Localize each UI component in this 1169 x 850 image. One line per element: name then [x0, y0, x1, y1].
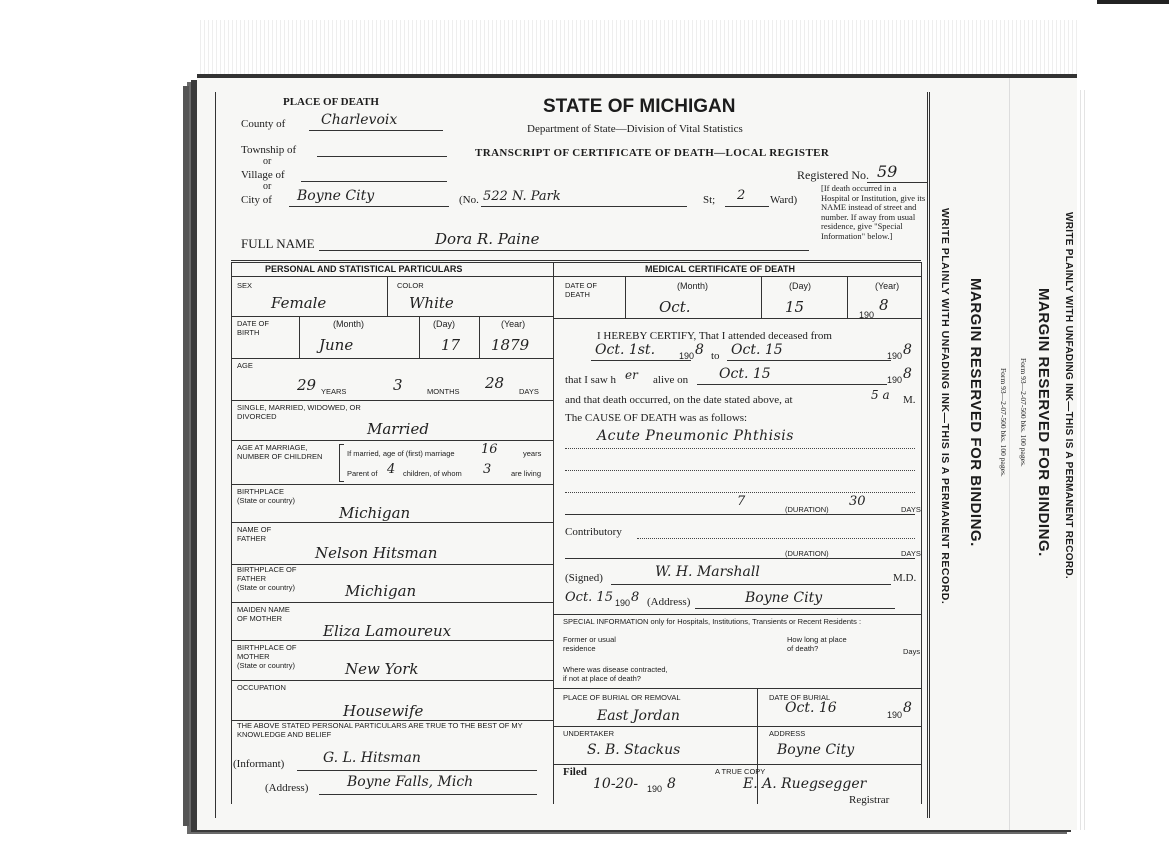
- sign-address-value: Boyne City: [745, 590, 823, 606]
- age-days-value: 28: [485, 374, 505, 392]
- contributory-line: [637, 538, 915, 539]
- write-plainly-text-2: WRITE PLAINLY WITH UNFADING INK—THIS IS A PERMANENT RECORD.: [1063, 212, 1074, 579]
- dob-month-label: (Month): [333, 319, 365, 329]
- township-line: [317, 156, 447, 157]
- city-line: [289, 206, 449, 207]
- dod-day-label: (Day): [789, 281, 811, 291]
- full-name-label: FULL NAME: [241, 236, 315, 251]
- scan-noise-top: [200, 20, 1080, 75]
- registered-no-label: Registered No.: [797, 168, 869, 182]
- nineteen-o-5: 190: [887, 710, 903, 720]
- mother-value: Eliza Lamoureux: [323, 622, 452, 640]
- dod-month-value: Oct.: [659, 298, 691, 316]
- sign-address-line: [695, 608, 895, 609]
- father-value: Nelson Hitsman: [315, 544, 438, 562]
- informant-line: [297, 770, 537, 771]
- form-number-text-2: Form 93—2-07-500 bks. 100 pages.: [1019, 358, 1028, 467]
- county-line: [309, 130, 443, 131]
- to-year: 8: [903, 342, 912, 358]
- birthplace-mother-value: New York: [345, 660, 419, 678]
- signed-line: [611, 584, 891, 585]
- birthplace-value: Michigan: [339, 504, 411, 522]
- city-label: City of: [241, 194, 272, 206]
- occupation-value: Housewife: [343, 702, 424, 720]
- informant-address-label: (Address): [265, 782, 309, 794]
- city-value: Boyne City: [297, 188, 375, 204]
- dob-year-value: 1879: [491, 336, 530, 354]
- dod-divider-2: [761, 276, 762, 318]
- sign-year: 8: [631, 590, 640, 605]
- left-row-4: [231, 400, 553, 401]
- township-label: Township of: [241, 144, 297, 156]
- duration-1-line: [565, 514, 915, 515]
- from-year: 8: [695, 342, 704, 358]
- duration-2-line: [565, 558, 915, 559]
- department-line: Department of State—Division of Vital Statistics: [527, 123, 743, 135]
- from-value: Oct. 1st.: [595, 342, 656, 358]
- street-value: 522 N. Park: [483, 189, 561, 204]
- left-row-7: [231, 522, 553, 523]
- alive-value: Oct. 15: [719, 366, 771, 382]
- informant-label: (Informant): [233, 758, 285, 770]
- right-row-2: [553, 318, 921, 319]
- duration-1-days-label: DAYS: [901, 505, 921, 514]
- left-row-5: [231, 440, 553, 441]
- affirmation-text: THE ABOVE STATED PERSONAL PARTICULARS ARE TRUE TO THE BEST OF MY KNOWLEDGE AND BELIEF: [237, 721, 523, 739]
- registrar-value: E. A. Ruegsegger: [743, 776, 867, 792]
- burial-place-label: PLACE OF BURIAL OR REMOVAL: [563, 693, 681, 702]
- to-label: to: [711, 350, 720, 362]
- or-2: or: [263, 181, 272, 192]
- sign-address-label: (Address): [647, 596, 691, 608]
- dod-year-digit: 8: [879, 296, 889, 314]
- informant-address-line: [319, 794, 537, 795]
- street-line: [481, 206, 687, 207]
- undertaker-address-value: Boyne City: [777, 742, 855, 758]
- living-count-value: 3: [483, 462, 492, 477]
- burial-date-label: DATE OF BURIAL: [769, 693, 831, 702]
- dob-month-value: June: [319, 336, 354, 354]
- village-line: [301, 181, 447, 182]
- right-border-rule-2: [929, 92, 930, 818]
- corner-mark: [1097, 0, 1169, 4]
- signed-value: W. H. Marshall: [655, 564, 760, 580]
- birthplace-father-value: Michigan: [345, 582, 417, 600]
- birthplace-mother-hint: (State or country): [237, 661, 295, 670]
- form-number-text-1: Form 93—2-07-500 bks. 100 pages.: [999, 368, 1008, 477]
- state-title: STATE OF MICHIGAN: [543, 96, 736, 117]
- left-row-1: [231, 276, 553, 277]
- marriage-years-word: years: [523, 449, 542, 458]
- to-line: [727, 360, 891, 361]
- dod-year-prefix: 190: [859, 310, 875, 320]
- grid-top-rule-2: [231, 262, 921, 263]
- duration-2-days-label: DAYS: [901, 549, 921, 558]
- death-time-value: 5 a: [871, 388, 890, 402]
- cause-line-2: [565, 470, 915, 471]
- are-living-label: are living: [511, 469, 542, 478]
- hospital-note: [If death occurred in a Hospital or Institution, give its NAME instead of street and number. If away from usual residence, give "Special Information" below.]: [821, 183, 926, 241]
- dob-divider-3: [479, 316, 480, 358]
- dod-divider-3: [847, 276, 848, 318]
- county-value: Charlevoix: [321, 112, 398, 128]
- father-label: NAME OF FATHER: [237, 525, 272, 543]
- right-row-1: [553, 276, 921, 277]
- birthplace-state-hint: (State or country): [237, 496, 295, 505]
- dob-label: DATE OF BIRTH: [237, 319, 269, 337]
- nineteen-o-1: 190: [679, 351, 695, 361]
- former-residence-label: Former or usual residence: [563, 635, 616, 653]
- street-no-label: (No.: [459, 194, 479, 206]
- sign-date-value: Oct. 15: [565, 590, 613, 605]
- children-bracket: [339, 444, 344, 482]
- cause-line-3: [565, 492, 915, 493]
- undertaker-label: UNDERTAKER: [563, 729, 614, 738]
- left-row-11: [231, 680, 553, 681]
- dob-year-label: (Year): [501, 319, 526, 329]
- certificate-page: [197, 78, 1077, 830]
- where-contracted-label: Where was disease contracted, if not at place of death?: [563, 665, 668, 683]
- dod-day-value: 15: [785, 298, 805, 316]
- occupation-label: OCCUPATION: [237, 683, 286, 692]
- marital-label: SINGLE, MARRIED, WIDOWED, OR DIVORCED: [237, 403, 361, 421]
- date-of-death-label: DATE OF DEATH: [565, 281, 597, 299]
- alive-line: [697, 384, 887, 385]
- contributory-label: Contributory: [565, 526, 622, 538]
- left-border-rule: [215, 92, 216, 818]
- saw-label: that I saw h: [565, 374, 617, 386]
- signed-label: (Signed): [565, 572, 603, 584]
- burial-place-value: East Jordan: [597, 708, 680, 724]
- birthplace-father-hint: (State or country): [237, 583, 295, 592]
- village-label: Village of: [241, 169, 285, 181]
- place-of-death-heading: PLACE OF DEATH: [283, 96, 379, 108]
- left-row-9: [231, 602, 553, 603]
- personal-section-title: PERSONAL AND STATISTICAL PARTICULARS: [265, 264, 463, 274]
- dod-divider-1: [625, 276, 626, 318]
- certify-text: I HEREBY CERTIFY, That I attended deceased from: [597, 330, 832, 342]
- saw-value: er: [625, 368, 638, 382]
- md-label: M.D.: [893, 572, 917, 584]
- right-border-rule: [927, 92, 928, 818]
- marriage-age-value: 16: [481, 442, 498, 457]
- county-label: County of: [241, 118, 286, 130]
- sex-value: Female: [271, 294, 327, 312]
- grid-top-rule: [231, 260, 921, 261]
- days-word: Days: [903, 647, 921, 656]
- cause-line-1: [565, 448, 915, 449]
- age-years-value: 29: [297, 376, 317, 394]
- sex-color-divider: [387, 276, 388, 316]
- dob-day-value: 17: [441, 336, 461, 354]
- age-days-label: DAYS: [519, 387, 539, 396]
- dob-day-label: (Day): [433, 319, 455, 329]
- grid-right-rule: [921, 262, 922, 804]
- ward-label: Ward): [770, 194, 798, 206]
- color-value: White: [409, 294, 454, 312]
- true-copy-label: A TRUE COPY: [715, 767, 766, 776]
- binding-edge: [183, 86, 189, 826]
- page-top-shadow: [197, 74, 1077, 78]
- grid-left-rule: [231, 262, 232, 804]
- ward-line: [725, 206, 769, 207]
- age-marriage-label: AGE AT MARRIAGE, NUMBER OF CHILDREN: [237, 443, 323, 461]
- children-of-whom-label: children, of whom: [403, 469, 462, 478]
- left-row-6: [231, 484, 553, 485]
- duration-1-days-value: 30: [849, 494, 866, 509]
- st-label: St;: [703, 194, 716, 206]
- alive-on-label: alive on: [653, 374, 689, 386]
- burial-date-value: Oct. 16: [785, 700, 837, 716]
- alive-year: 8: [903, 366, 912, 382]
- ward-value: 2: [737, 188, 746, 203]
- dob-divider-1: [299, 316, 300, 358]
- nineteen-o-4: 190: [615, 598, 631, 608]
- burial-year: 8: [903, 700, 912, 716]
- left-row-3: [231, 358, 553, 359]
- birthplace-mother-label: BIRTHPLACE OF MOTHER: [237, 643, 297, 661]
- cause-value: Acute Pneumonic Phthisis: [597, 428, 794, 444]
- duration-1-value: 7: [737, 494, 746, 509]
- margin-shade: [1009, 78, 1010, 830]
- marital-value: Married: [367, 420, 429, 438]
- left-row-10: [231, 640, 553, 641]
- if-married-label: If married, age of (first) marriage: [347, 449, 455, 458]
- death-occurred-text: and that death occurred, on the date stated above, at: [565, 394, 793, 406]
- cause-label: The CAUSE OF DEATH was as follows:: [565, 412, 748, 424]
- write-plainly-text-1: WRITE PLAINLY WITH UNFADING INK—THIS IS A PERMANENT RECORD.: [939, 208, 951, 605]
- transcript-title: TRANSCRIPT OF CERTIFICATE OF DEATH—LOCAL REGISTER: [475, 147, 830, 159]
- nineteen-o-2: 190: [887, 351, 903, 361]
- birthplace-father-label: BIRTHPLACE OF FATHER: [237, 565, 297, 583]
- mother-label: MAIDEN NAME OF MOTHER: [237, 605, 290, 623]
- medical-section-title: MEDICAL CERTIFICATE OF DEATH: [645, 264, 795, 274]
- informant-address-value: Boyne Falls, Mich: [347, 774, 474, 790]
- undertaker-value: S. B. Stackus: [587, 742, 681, 758]
- age-label: AGE: [237, 361, 253, 370]
- how-long-label: How long at place of death?: [787, 635, 847, 653]
- age-months-label: MONTHS: [427, 387, 460, 396]
- parent-of-label: Parent of: [347, 469, 378, 478]
- duration-1-label: (DURATION): [785, 505, 829, 514]
- registered-no-value: 59: [877, 162, 898, 181]
- from-line: [591, 360, 691, 361]
- age-years-label: YEARS: [321, 387, 347, 396]
- filed-value: 10-20-: [593, 776, 639, 792]
- special-info-label: SPECIAL INFORMATION only for Hospitals, Institutions, Transients or Recent Residents :: [563, 617, 862, 626]
- children-count-value: 4: [387, 462, 396, 477]
- duration-2-label: (DURATION): [785, 549, 829, 558]
- color-label: COLOR: [397, 281, 424, 290]
- filed-label: Filed: [563, 766, 587, 778]
- right-row-3: [553, 614, 921, 615]
- full-name-line: [319, 250, 809, 251]
- to-value: Oct. 15: [731, 342, 783, 358]
- right-row-6: [553, 764, 921, 765]
- left-row-2: [231, 316, 553, 317]
- margin-reserved-text-1: MARGIN RESERVED FOR BINDING.: [967, 278, 984, 547]
- birthplace-label: BIRTHPLACE: [237, 487, 284, 496]
- scan-noise-right: [1080, 90, 1088, 830]
- full-name-value: Dora R. Paine: [435, 230, 540, 248]
- dod-year-label: (Year): [875, 281, 900, 291]
- nineteen-o-3: 190: [887, 375, 903, 385]
- right-row-4: [553, 688, 921, 689]
- undertaker-address-label: ADDRESS: [769, 729, 806, 738]
- nineteen-o-6: 190: [647, 784, 663, 794]
- grid-divider: [553, 262, 554, 804]
- informant-value: G. L. Hitsman: [323, 750, 421, 766]
- or-1: or: [263, 156, 272, 167]
- dod-month-label: (Month): [677, 281, 709, 291]
- margin-reserved-text-2: MARGIN RESERVED FOR BINDING.: [1035, 288, 1052, 557]
- filed-year: 8: [667, 776, 676, 792]
- age-months-value: 3: [393, 376, 403, 394]
- sex-label: SEX: [237, 281, 253, 290]
- right-row-5: [553, 726, 921, 727]
- dob-divider-2: [419, 316, 420, 358]
- m-label: M.: [903, 394, 916, 406]
- registrar-label: Registrar: [849, 794, 890, 806]
